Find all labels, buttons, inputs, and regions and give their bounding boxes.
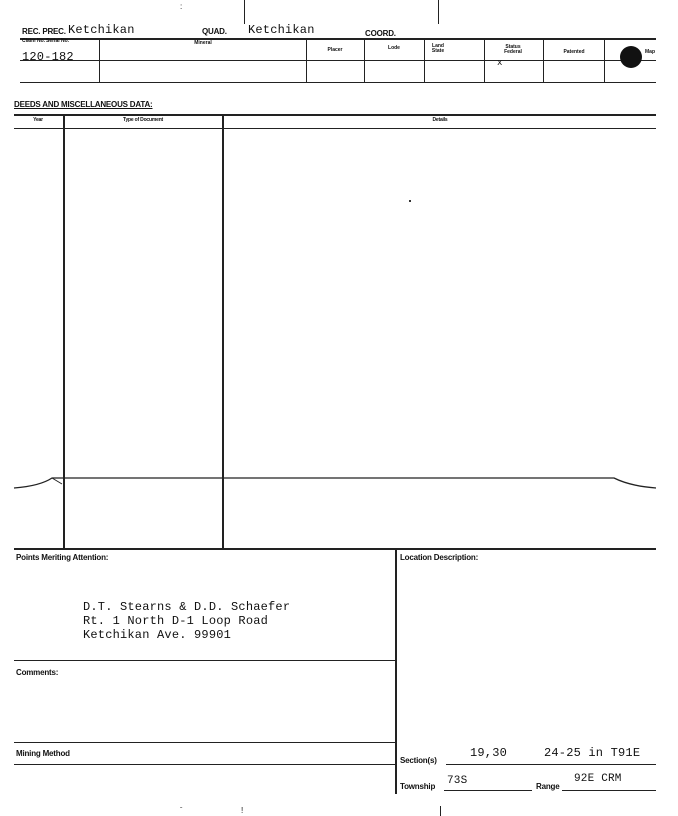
col-mineral: Mineral xyxy=(194,40,212,46)
range-label: Range xyxy=(536,782,560,791)
mining-method-underline xyxy=(14,764,395,765)
bottom-col-divider xyxy=(395,548,397,794)
col-details: Details xyxy=(432,117,448,123)
rec-prec-value: Ketchikan xyxy=(68,23,135,37)
col-land-state: Land State xyxy=(431,43,445,54)
comments-label: Comments: xyxy=(16,668,59,677)
mining-method-label: Mining Method xyxy=(16,749,70,758)
col-placer: Placer xyxy=(327,47,343,53)
points-meriting-label: Points Meriting Attention: xyxy=(16,553,109,562)
map-dot-marker xyxy=(620,46,642,68)
margin-mark: ˝ xyxy=(180,808,182,814)
township-value: 73S xyxy=(447,775,468,787)
section-value-2: 24-25 in T91E xyxy=(544,746,641,760)
section-value-1: 19,30 xyxy=(470,746,508,760)
coord-label: COORD. xyxy=(365,29,396,38)
claim-col-divider xyxy=(543,38,544,82)
comments-rule xyxy=(14,660,395,661)
township-underline xyxy=(444,790,532,791)
range-underline xyxy=(562,790,656,791)
speck xyxy=(409,200,411,202)
deeds-table-top xyxy=(14,114,656,116)
points-line-3: Ketchikan Ave. 99901 xyxy=(83,628,232,642)
claim-col-divider xyxy=(484,38,485,82)
deeds-header-rule xyxy=(14,128,656,129)
quad-label: QUAD. xyxy=(202,27,227,36)
deeds-section-title: DEEDS AND MISCELLANEOUS DATA: xyxy=(14,100,153,109)
points-line-2: Rt. 1 North D-1 Loop Road xyxy=(83,614,269,628)
margin-mark: ! xyxy=(241,806,244,815)
claim-col-divider xyxy=(364,38,365,82)
claim-table-bottom xyxy=(20,82,656,83)
claim-table-rule xyxy=(20,60,656,61)
section-label: Section(s) xyxy=(400,756,437,765)
col-serial-no: Serial No. xyxy=(46,38,70,44)
top-divider xyxy=(244,0,245,24)
location-description-label: Location Description: xyxy=(400,553,479,562)
range-value: 92E CRM xyxy=(574,773,622,785)
mining-method-rule xyxy=(14,742,395,743)
col-lode: Lode xyxy=(388,45,400,51)
claim-col-divider xyxy=(604,38,605,82)
col-status-federal: Status Federal xyxy=(504,44,522,55)
col-year: Year xyxy=(33,117,43,123)
section-underline xyxy=(446,764,656,765)
bottom-tick xyxy=(440,806,441,816)
claim-col-divider xyxy=(306,38,307,82)
col-type-of-document: Type of Document xyxy=(122,117,164,123)
township-label: Township xyxy=(400,782,436,791)
rec-prec-label: REC. PREC. xyxy=(22,27,66,36)
quad-value: Ketchikan xyxy=(248,23,315,37)
col-map: Map xyxy=(645,49,655,55)
fold-line xyxy=(0,470,678,500)
margin-mark: : xyxy=(180,2,183,11)
top-divider xyxy=(438,0,439,24)
claim-col-divider xyxy=(424,38,425,82)
col-patented: Patented xyxy=(563,49,585,55)
claim-no-value: 120-182 xyxy=(22,50,74,64)
claim-table-top xyxy=(20,38,656,40)
points-line-1: D.T. Stearns & D.D. Schaefer xyxy=(83,600,291,614)
bottom-section-top xyxy=(14,548,656,550)
status-mark: x xyxy=(497,58,503,68)
col-claim-no: Claim No. xyxy=(22,38,46,44)
